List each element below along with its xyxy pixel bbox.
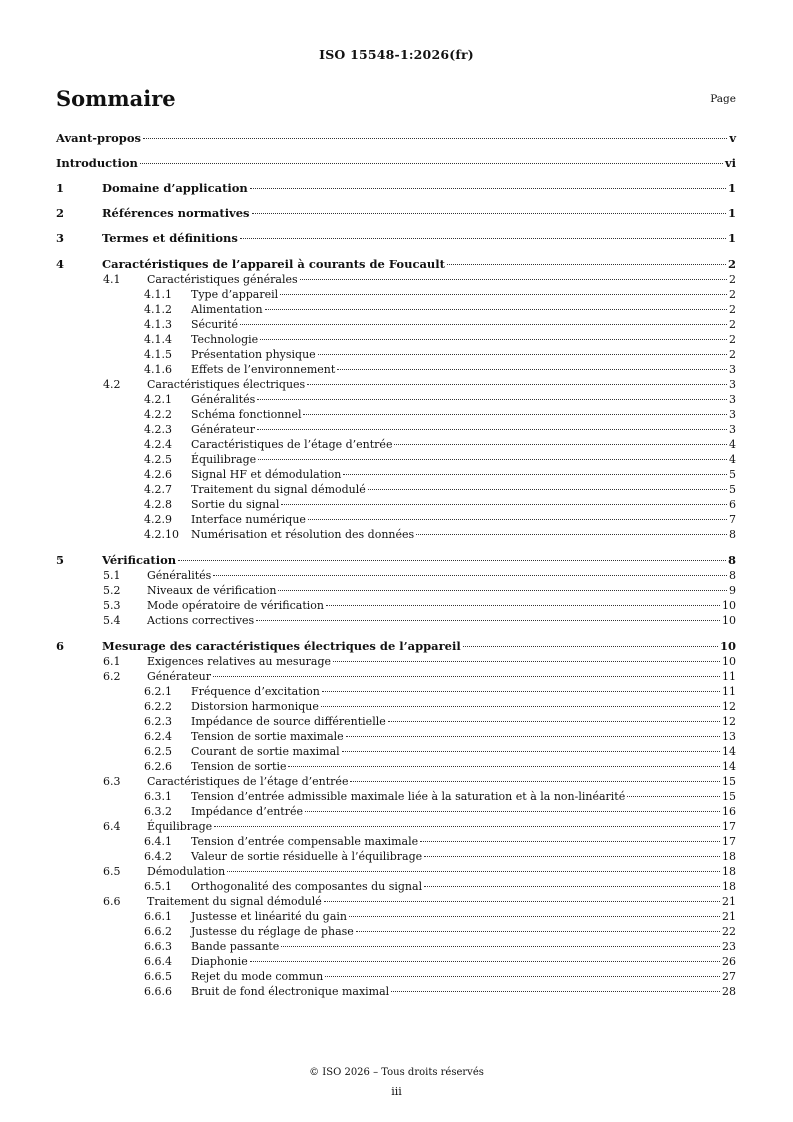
dot-leader [308,519,727,520]
toc-entry[interactable] [56,834,736,849]
toc-entry-page[interactable]: 8 [729,569,736,582]
dot-leader [394,444,727,445]
toc-entry-number: 4.2.10 [144,528,179,541]
toc-entry-label[interactable]: Rejet du mode commun [191,970,324,983]
toc-entry[interactable] [56,669,736,684]
toc-entry-page[interactable]: 5 [729,468,736,481]
toc-entry-label[interactable]: Introduction [56,156,138,170]
copyright-footer: © ISO 2026 – Tous droits réservés [309,1067,484,1078]
toc-entry-page[interactable]: 1 [727,206,736,220]
toc-entry-label[interactable]: Numérisation et résolution des données [191,528,415,541]
toc-entry[interactable] [56,180,736,196]
toc-entry-label[interactable]: Présentation physique [191,348,316,361]
toc-entry-page[interactable]: 10 [722,655,736,668]
toc-entry-label[interactable]: Distorsion harmonique [191,700,319,713]
dot-leader [300,279,727,280]
toc-entry-label[interactable]: Justesse du réglage de phase [191,925,354,938]
toc-entry-label[interactable]: Niveaux de vérification [147,584,277,597]
toc-entry[interactable] [56,699,736,714]
toc-entry-number: 6.2 [103,670,121,683]
dot-leader [303,414,727,415]
toc-entry-label[interactable]: Vérification [102,553,177,567]
dot-leader [265,309,727,310]
dot-leader [240,238,726,239]
toc-entry-number: 6.6.4 [144,955,172,968]
toc-entry[interactable] [56,954,736,969]
toc-entry-page[interactable]: 3 [729,363,736,376]
toc-entry-label[interactable]: Avant-propos [56,131,141,145]
toc-entry-number: 6 [56,639,65,653]
dot-leader [627,796,720,797]
toc-entry-label[interactable]: Justesse et linéarité du gain [191,910,348,923]
toc-entry[interactable] [56,583,736,598]
toc-entry-number: 6.3 [103,775,121,788]
toc-entry-label[interactable]: Impédance de source différentielle [191,715,386,728]
toc-entry-label[interactable]: Démodulation [147,865,226,878]
toc-entry[interactable] [56,497,736,512]
toc-entry-label[interactable]: Interface numérique [191,513,306,526]
toc-entry-label[interactable]: Courant de sortie maximal [191,745,340,758]
toc-entry-number: 4.2 [103,378,121,391]
dot-leader [281,504,727,505]
toc-entry-page[interactable]: 11 [722,670,736,683]
toc-entry-page[interactable]: 4 [729,453,736,466]
toc-entry-page[interactable]: 8 [727,553,736,567]
toc-entry-number: 6.3.1 [144,790,172,803]
toc-entry[interactable] [56,377,736,392]
toc-entry[interactable] [56,819,736,834]
toc-entry[interactable] [56,729,736,744]
dot-leader [349,916,720,917]
toc-entry-number: 4.2.6 [144,468,172,481]
document-header: ISO 15548-1:2026(fr) [319,47,474,62]
toc-entry-number: 5.2 [103,584,121,597]
dot-leader [258,459,727,460]
page-title: Sommaire [56,86,176,111]
dot-leader [350,781,720,782]
toc-entry-number: 6.3.2 [144,805,172,818]
toc-entry-number: 6.4.1 [144,835,172,848]
toc-entry-label[interactable]: Caractéristiques de l’appareil à courants de Foucault [102,257,445,271]
toc-entry[interactable] [56,407,736,422]
toc-entry-page[interactable]: 13 [722,730,736,743]
dot-leader [326,605,720,606]
toc-entry[interactable] [56,230,736,246]
dot-leader [257,429,727,430]
toc-entry-label[interactable]: Exigences relatives au mesurage [147,655,332,668]
toc-entry-page[interactable]: 12 [722,700,736,713]
dot-leader [288,766,720,767]
toc-entry-number: 4.2.7 [144,483,172,496]
toc-entry[interactable] [56,759,736,774]
toc-entry-number: 3 [56,231,65,245]
toc-entry-number: 6.2.6 [144,760,172,773]
toc-entry[interactable] [56,984,736,999]
toc-entry-page[interactable]: vi [724,156,736,170]
toc-entry-label[interactable]: Caractéristiques de l’étage d’entrée [147,775,349,788]
dot-leader [368,489,727,490]
toc-entry[interactable] [56,568,736,583]
dot-leader [424,886,720,887]
toc-entry[interactable] [56,654,736,669]
dot-leader [420,841,720,842]
toc-entry-number: 5.1 [103,569,121,582]
toc-entry-number: 6.2.3 [144,715,172,728]
toc-entry-number: 6.6.3 [144,940,172,953]
dot-leader [250,961,720,962]
toc-entry-number: 4.1 [103,273,121,286]
toc-entry-number: 6.6.6 [144,985,172,998]
toc-entry[interactable] [56,849,736,864]
toc-entry-label[interactable]: Actions correctives [147,614,255,627]
toc-entry[interactable] [56,969,736,984]
toc-entry[interactable] [56,317,736,332]
toc-entry[interactable] [56,155,736,171]
toc-entry-page[interactable]: 2 [729,273,736,286]
toc-entry-number: 6.2.5 [144,745,172,758]
toc-entry-page[interactable]: 4 [729,438,736,451]
dot-leader [213,575,727,576]
toc-entry-number: 6.6.5 [144,970,172,983]
toc-entry-number: 4.2.9 [144,513,172,526]
toc-entry[interactable] [56,879,736,894]
toc-entry-page[interactable]: 9 [729,584,736,597]
dot-leader [227,871,720,872]
toc-entry-page[interactable]: 3 [729,393,736,406]
toc-entry[interactable] [56,437,736,452]
toc-entry[interactable] [56,527,736,542]
toc-entry-label[interactable]: Généralités [147,569,212,582]
toc-entry-number: 5.3 [103,599,121,612]
toc-entry[interactable] [56,392,736,407]
dot-leader [240,324,727,325]
toc-entry[interactable] [56,332,736,347]
dot-leader [143,138,727,139]
dot-leader [343,474,727,475]
toc-entry-label[interactable]: Traitement du signal démodulé [147,895,322,908]
toc-entry-label[interactable]: Valeur de sortie résiduelle à l’équilibrage [191,850,423,863]
toc-entry-page[interactable]: 10 [719,639,736,653]
dot-leader [337,369,727,370]
toc-entry-page[interactable]: v [729,131,736,145]
toc-entry-label[interactable]: Signal HF et démodulation [191,468,342,481]
table-of-contents [56,130,736,999]
toc-entry-number: 2 [56,206,65,220]
page-column-label: Page [710,93,736,105]
toc-entry[interactable] [56,804,736,819]
toc-entry[interactable] [56,205,736,221]
toc-entry-label[interactable]: Sortie du signal [191,498,280,511]
toc-entry-label[interactable]: Bande passante [191,940,280,953]
toc-entry[interactable] [56,302,736,317]
toc-entry[interactable] [56,789,736,804]
toc-entry-page[interactable]: 6 [729,498,736,511]
toc-entry-label[interactable]: Caractéristiques générales [147,273,298,286]
toc-entry[interactable] [56,909,736,924]
toc-entry-number: 6.6.1 [144,910,172,923]
toc-entry[interactable] [56,272,736,287]
dot-leader [391,991,720,992]
toc-entry[interactable] [56,452,736,467]
toc-entry[interactable] [56,467,736,482]
toc-entry[interactable] [56,613,736,628]
toc-entry-number: 4.1.4 [144,333,172,346]
toc-entry-label[interactable]: Schéma fonctionnel [191,408,302,421]
toc-entry-page[interactable]: 3 [729,408,736,421]
toc-entry[interactable] [56,422,736,437]
dot-leader [250,188,726,189]
toc-entry-page[interactable]: 2 [729,318,736,331]
toc-entry-page[interactable]: 10 [722,614,736,627]
toc-entry[interactable] [56,256,736,272]
toc-entry[interactable] [56,714,736,729]
dot-leader [324,901,720,902]
toc-entry-number: 6.2.4 [144,730,172,743]
dot-leader [256,620,720,621]
dot-leader [178,560,726,561]
toc-entry[interactable] [56,287,736,302]
page-number: iii [391,1085,402,1098]
toc-entry-label[interactable]: Fréquence d’excitation [191,685,320,698]
toc-entry-label[interactable]: Domaine d’application [102,181,248,195]
toc-entry-label[interactable]: Références normatives [102,206,250,220]
dot-leader [260,339,727,340]
toc-entry-page[interactable]: 14 [722,745,736,758]
toc-entry-page[interactable]: 18 [722,880,736,893]
dot-leader [278,590,727,591]
toc-entry-page[interactable]: 7 [729,513,736,526]
toc-entry-label[interactable]: Bruit de fond électronique maximal [191,985,390,998]
dot-leader [214,826,720,827]
toc-entry-label[interactable]: Tension de sortie [191,760,287,773]
toc-entry-number: 6.4.2 [144,850,172,863]
toc-entry-label[interactable]: Générateur [147,670,211,683]
toc-entry-label[interactable]: Caractéristiques de l’étage d’entrée [191,438,393,451]
toc-entry-number: 4.2.1 [144,393,172,406]
toc-entry-number: 4.2.3 [144,423,172,436]
toc-entry-page[interactable]: 22 [722,925,736,938]
toc-entry-page[interactable]: 5 [729,483,736,496]
toc-entry-label[interactable]: Alimentation [191,303,263,316]
toc-entry-page[interactable]: 17 [722,835,736,848]
toc-entry-page[interactable]: 14 [722,760,736,773]
dot-leader [140,163,723,164]
toc-entry-label[interactable]: Termes et définitions [102,231,238,245]
toc-entry-number: 4.2.4 [144,438,172,451]
toc-entry-page[interactable]: 26 [722,955,736,968]
toc-entry[interactable] [56,638,736,654]
dot-leader [257,399,727,400]
toc-entry[interactable] [56,924,736,939]
dot-leader [280,294,727,295]
toc-entry[interactable] [56,130,736,146]
toc-entry-number: 4.2.8 [144,498,172,511]
toc-entry-page[interactable]: 18 [722,850,736,863]
toc-entry-number: 5 [56,553,65,567]
toc-entry[interactable] [56,512,736,527]
toc-entry-number: 5.4 [103,614,121,627]
toc-entry[interactable] [56,864,736,879]
toc-entry-page[interactable]: 15 [722,775,736,788]
toc-entry-page[interactable]: 21 [722,895,736,908]
dot-leader [213,676,720,677]
toc-entry-page[interactable]: 2 [729,288,736,301]
toc-entry-label[interactable]: Mesurage des caractéristiques électriques de l’appareil [102,639,461,653]
toc-entry-label[interactable]: Tension d’entrée admissible maximale liée à la saturation et à la non-linéarité [191,790,626,803]
toc-entry-number: 6.5.1 [144,880,172,893]
toc-entry-number: 6.2.2 [144,700,172,713]
dot-leader [356,931,720,932]
toc-entry-label[interactable]: Traitement du signal démodulé [191,483,366,496]
toc-entry-label[interactable]: Caractéristiques électriques [147,378,306,391]
toc-entry-page[interactable]: 27 [722,970,736,983]
dot-leader [463,646,718,647]
toc-entry-page[interactable]: 2 [729,303,736,316]
toc-entry[interactable] [56,552,736,568]
toc-entry-page[interactable]: 2 [727,257,736,271]
toc-entry-label[interactable]: Mode opératoire de vérification [147,599,324,612]
toc-entry-page[interactable]: 12 [722,715,736,728]
toc-entry[interactable] [56,744,736,759]
toc-entry-page[interactable]: 3 [729,378,736,391]
toc-entry-number: 4.2.5 [144,453,172,466]
toc-entry-label[interactable]: Effets de l’environnement [191,363,336,376]
toc-entry-number: 4.1.3 [144,318,172,331]
toc-entry[interactable] [56,939,736,954]
dot-leader [424,856,720,857]
toc-entry[interactable] [56,362,736,377]
toc-entry-number: 1 [56,181,65,195]
toc-entry-label[interactable]: Tension de sortie maximale [191,730,344,743]
toc-entry-label[interactable]: Type d’appareil [191,288,279,301]
toc-entry-number: 4.1.5 [144,348,172,361]
toc-entry-page[interactable]: 10 [722,599,736,612]
toc-entry[interactable] [56,482,736,497]
toc-entry-label[interactable]: Généralités [191,393,256,406]
toc-entry-label[interactable]: Sécurité [191,318,238,331]
toc-entry-page[interactable]: 2 [729,348,736,361]
toc-entry-label[interactable]: Orthogonalité des composantes du signal [191,880,423,893]
toc-entry-page[interactable]: 1 [727,181,736,195]
toc-entry-page[interactable]: 2 [729,333,736,346]
dot-leader [416,534,727,535]
toc-entry-number: 6.2.1 [144,685,172,698]
toc-entry-page[interactable]: 23 [722,940,736,953]
toc-entry-label[interactable]: Générateur [191,423,255,436]
toc-entry-page[interactable]: 16 [722,805,736,818]
toc-entry-page[interactable]: 18 [722,865,736,878]
toc-entry-label[interactable]: Technologie [191,333,259,346]
toc-entry[interactable] [56,894,736,909]
toc-entry-number: 4.1.2 [144,303,172,316]
dot-leader [281,946,720,947]
toc-entry-page[interactable]: 17 [722,820,736,833]
dot-leader [346,736,720,737]
toc-entry[interactable] [56,774,736,789]
toc-entry-label[interactable]: Tension d’entrée compensable maximale [191,835,419,848]
toc-entry-page[interactable]: 1 [727,231,736,245]
toc-entry-number: 4.1.1 [144,288,172,301]
toc-entry-page[interactable]: 8 [729,528,736,541]
toc-entry-number: 4.1.6 [144,363,172,376]
toc-entry-page[interactable]: 11 [722,685,736,698]
toc-entry-label[interactable]: Diaphonie [191,955,248,968]
toc-entry-number: 4.2.2 [144,408,172,421]
dot-leader [333,661,720,662]
toc-entry-page[interactable]: 15 [722,790,736,803]
toc-entry-number: 6.1 [103,655,121,668]
toc-entry[interactable] [56,347,736,362]
dot-leader [322,691,720,692]
toc-entry-label[interactable]: Impédance d’entrée [191,805,304,818]
dot-leader [342,751,720,752]
dot-leader [388,721,720,722]
toc-entry-label[interactable]: Équilibrage [147,820,213,833]
dot-leader [318,354,727,355]
toc-entry-page[interactable]: 21 [722,910,736,923]
toc-entry-number: 6.5 [103,865,121,878]
dot-leader [307,384,727,385]
toc-entry-number: 4 [56,257,65,271]
toc-entry-label[interactable]: Équilibrage [191,453,257,466]
dot-leader [305,811,720,812]
toc-entry[interactable] [56,598,736,613]
dot-leader [325,976,720,977]
toc-entry-number: 6.6 [103,895,121,908]
dot-leader [447,264,726,265]
toc-entry-page[interactable]: 3 [729,423,736,436]
dot-leader [321,706,720,707]
toc-entry-page[interactable]: 28 [722,985,736,998]
dot-leader [252,213,726,214]
toc-entry-number: 6.4 [103,820,121,833]
toc-entry[interactable] [56,684,736,699]
toc-entry-number: 6.6.2 [144,925,172,938]
